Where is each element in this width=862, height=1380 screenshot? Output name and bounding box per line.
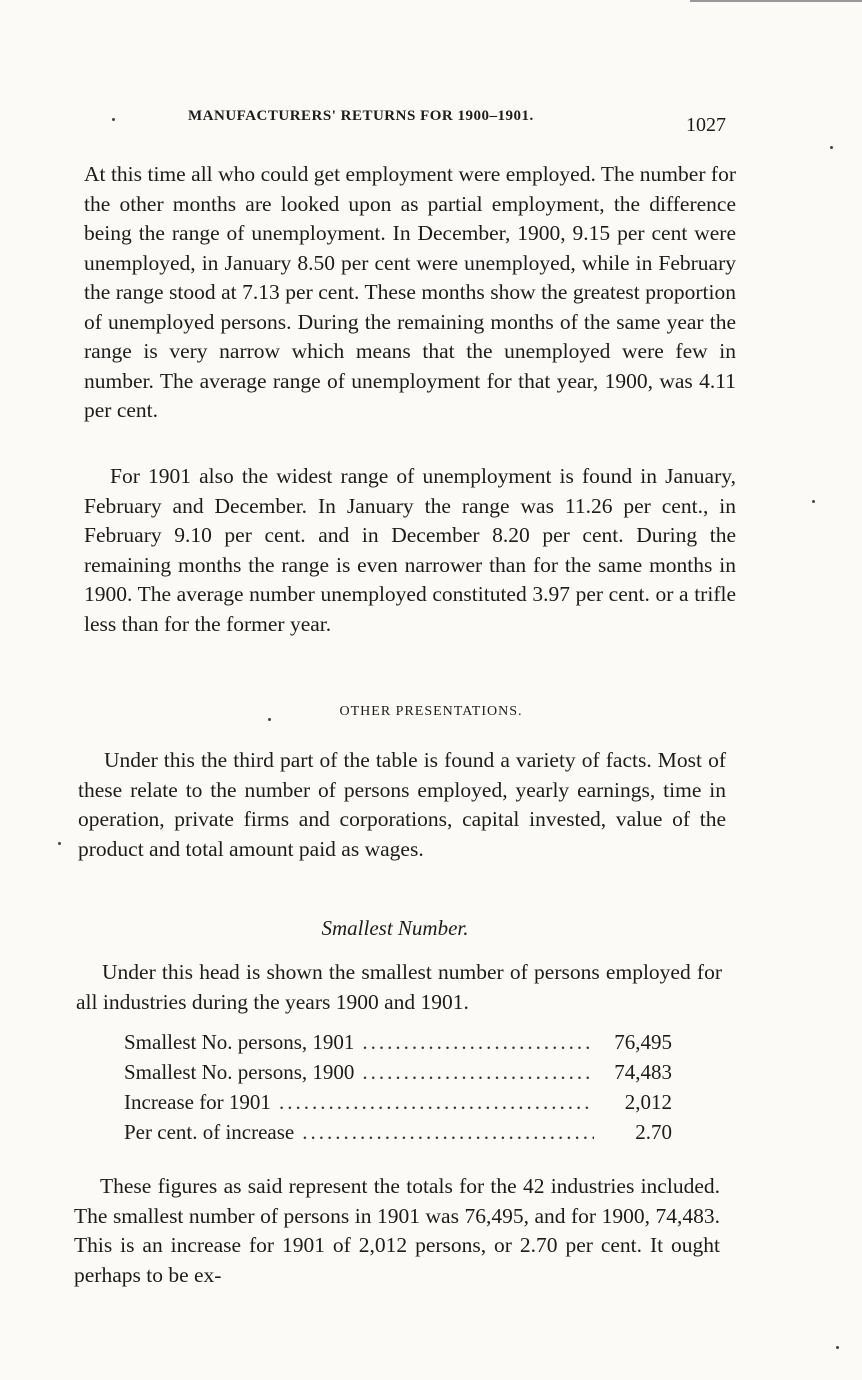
table-row — [124, 1030, 672, 1060]
dot-leader — [302, 1120, 594, 1145]
running-head: MANUFACTURERS' RETURNS FOR 1900–1901. — [188, 108, 534, 124]
scan-speck — [268, 718, 271, 721]
row-label: Per cent. of increase — [124, 1120, 295, 1144]
dot-leader — [279, 1090, 594, 1115]
row-label: Smallest No. persons, 1901 — [124, 1030, 355, 1054]
table-row — [124, 1120, 672, 1150]
dot-leader — [362, 1030, 594, 1055]
scan-speck — [112, 118, 115, 121]
scan-speck — [58, 842, 61, 845]
paragraph-smallest-number-intro: Under this head is shown the smallest number of persons employed for all industries during the years 1900 and 1901. — [76, 960, 722, 1014]
row-value: 74,483 — [614, 1060, 672, 1084]
row-label: Increase for 1901 — [124, 1090, 271, 1114]
scan-speck — [830, 146, 833, 149]
page-header — [0, 106, 862, 146]
page-number: 1027 — [686, 114, 726, 136]
scan-speck — [812, 500, 815, 503]
paragraph-unemployment-1901: For 1901 also the widest range of unemployment is found in January, February and December. In January the range was 11.26 per cent., in February 9.10 per cent. and in December 8.20 per cent. During the remaining months the range is even narrower than for the same months in 1900. The average number unemployed constituted 3.97 per cent. or a trifle less than for the former year. — [84, 464, 736, 636]
section-heading: OTHER PRESENTATIONS. — [339, 704, 523, 719]
table-row — [124, 1090, 672, 1120]
table-row — [124, 1060, 672, 1090]
paragraph-other-presentations: Under this the third part of the table is found a variety of facts. Most of these relate to the number of persons employed, yearly earnings, time in operation, private firms and corporations, capital invested, value of the product and total amount paid as wages. — [78, 748, 726, 861]
paragraph-unemployment-1900: At this time all who could get employment were employed. The number for the other months are looked upon as partial employment, the difference being the range of unemployment. In December, 1900, 9.15 per cent were unemployed, in January 8.50 per cent were unemployed, while in February the range stood at 7.13 per cent. These months show the greatest proportion of unemployed persons. During the remaining months of the same year the range is very narrow which means that the unemployed were few in number. The average range of unemployment for that year, 1900, was 4.11 per cent. — [84, 162, 736, 422]
row-label: Smallest No. persons, 1900 — [124, 1060, 355, 1084]
scan-edge-line — [690, 0, 862, 2]
row-value: 2.70 — [635, 1120, 672, 1144]
row-value: 76,495 — [614, 1030, 672, 1054]
smallest-number-table — [124, 1030, 672, 1150]
scan-speck — [836, 1346, 839, 1349]
subsection-heading: Smallest Number. — [321, 916, 469, 940]
dot-leader — [362, 1060, 594, 1085]
row-value: 2,012 — [624, 1090, 672, 1114]
paragraph-closing: These figures as said represent the totals for the 42 industries included. The smallest number of persons in 1901 was 76,495, and for 1900, 74,483. This is an increase for 1901 of 2,012 persons, or 2.70 per cent. It ought perhaps to be ex- — [74, 1174, 720, 1287]
